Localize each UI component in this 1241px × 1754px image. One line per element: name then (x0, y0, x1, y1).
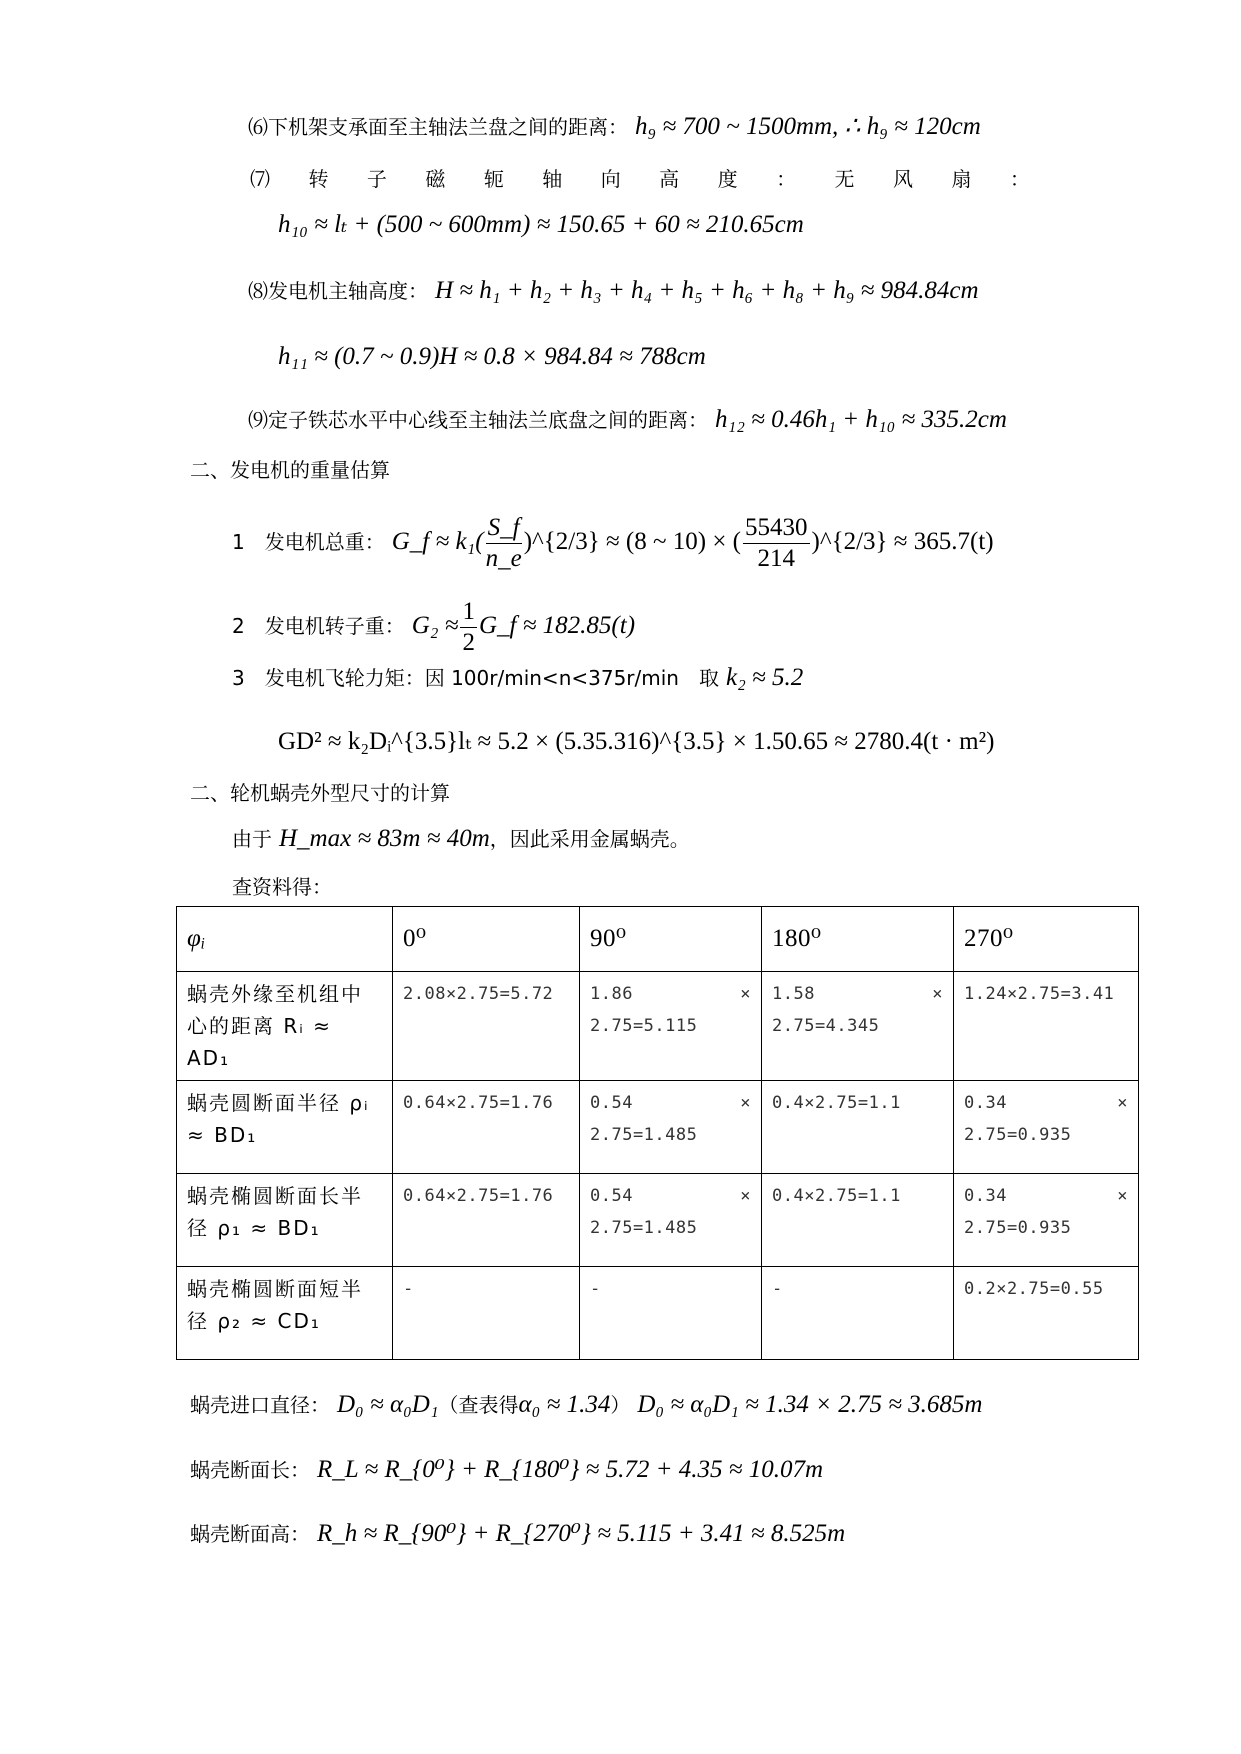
weight-total-formula-b: )^{2/3} ≈ (8 ~ 10) × ( (523, 528, 742, 555)
table-corner-header: φᵢ (177, 907, 393, 972)
section-heading-weight: 二、发电机的重量估算 (190, 458, 390, 482)
table-cell-line (590, 1087, 751, 1119)
table-cell-value: - (772, 1279, 783, 1299)
item-7-label-char: 磁 (425, 167, 446, 191)
table-cell (393, 972, 580, 1081)
inlet-diameter-formula: D₀ ≈ α₀D₁ (337, 1391, 439, 1418)
weight-total-fraction-b (743, 513, 810, 574)
flywheel-moment (232, 663, 803, 694)
table-row-label: 蜗壳椭圆断面长半径 ρ₁ ≈ BD₁ (177, 1174, 393, 1267)
item-6-formula: h₉ ≈ 700 ~ 1500mm, ∴ h₉ ≈ 120cm (635, 113, 981, 140)
item-7-label-char: 度 (717, 167, 738, 191)
table-cell (580, 1267, 762, 1360)
item-9-label: ⑼定子铁芯水平中心线至主轴法兰底盘之间的距离： (248, 408, 708, 432)
inlet-diameter-note: （查表得 (438, 1393, 519, 1417)
inlet-diameter-label: 蜗壳进口直径： (190, 1393, 330, 1417)
table-cell-value-cont: 2.75=1.485 (590, 1218, 698, 1238)
section-height (190, 1519, 845, 1550)
table-cell-times: × (740, 1093, 751, 1113)
item-8-formula-2: h₁₁ ≈ (0.7 ~ 0.9)H ≈ 0.8 × 984.84 ≈ 788cm (278, 343, 706, 370)
table-cell-times: × (1117, 1186, 1128, 1206)
table-cell-value: 0.4×2.75=1.1 (772, 1186, 901, 1206)
table-column-header: 0⁰ (393, 907, 580, 972)
fraction-denominator: 214 (757, 544, 796, 572)
table-cell (762, 1174, 954, 1267)
volute-intro-prefix: 由于 (232, 827, 272, 851)
table-column-header: 270⁰ (954, 907, 1139, 972)
item-6 (248, 112, 981, 143)
fraction-denominator: n_e (485, 544, 522, 572)
weight-total (232, 512, 994, 574)
lookup-note: 查资料得： (232, 875, 332, 899)
weight-rotor-label: 2 发电机转子重： (232, 614, 405, 638)
table-cell (580, 1174, 762, 1267)
item-7-label-char: 风 (892, 167, 913, 191)
weight-rotor (232, 596, 635, 658)
table-cell-value-cont: 2.75=0.935 (964, 1218, 1072, 1238)
table-row-label: 蜗壳圆断面半径 ρᵢ ≈ BD₁ (177, 1081, 393, 1174)
table-column-header: 90⁰ (580, 907, 762, 972)
weight-total-fraction-a (486, 513, 522, 574)
item-7-formula: h₁₀ ≈ lₜ + (500 ~ 600mm) ≈ 150.65 + 60 ≈ 210.65cm (278, 211, 804, 238)
table-cell (954, 1267, 1139, 1360)
table-cell (954, 1174, 1139, 1267)
item-7-label-char: ： (1009, 167, 1030, 191)
table-cell-value: - (403, 1279, 414, 1299)
table-cell-value: 0.54 (590, 1093, 633, 1113)
table-cell (393, 1081, 580, 1174)
weight-rotor-formula-a: G₂ ≈ (411, 612, 459, 639)
weight-total-formula-a: G_f ≈ k₁( (391, 528, 484, 555)
section-height-label: 蜗壳断面高： (190, 1522, 310, 1546)
item-8-formula: H ≈ h₁ + h₂ + h₃ + h₄ + h₅ + h₆ + h₈ + h₉ ≈ 984.84cm (435, 277, 979, 304)
volute-intro (232, 824, 690, 855)
inlet-alpha-value: α₀ ≈ 1.34 (518, 1391, 611, 1418)
table-row-label: 蜗壳外缘至机组中心的距离 Rᵢ ≈ AD₁ (177, 972, 393, 1081)
table-cell-times: × (932, 984, 943, 1004)
table-header-row (177, 907, 1139, 972)
table-cell-times: × (740, 1186, 751, 1206)
table-row (177, 972, 1139, 1081)
weight-total-label: 1 发电机总重： (232, 530, 385, 554)
item-7-label-char: ： (776, 167, 797, 191)
flywheel-moment-label: 3 发电机飞轮力矩：因 100r/min<n<375r/min 取 (232, 666, 719, 690)
weight-total-formula-c: )^{2/3} ≈ 365.7(t) (811, 528, 994, 555)
fraction-numerator: S_f (486, 513, 522, 544)
fraction-numerator: 55430 (743, 513, 810, 544)
flywheel-k2: k₂ ≈ 5.2 (725, 664, 804, 691)
item-7-label-char: 子 (366, 167, 387, 191)
table-cell (762, 972, 954, 1081)
table-cell-value: 0.54 (590, 1186, 633, 1206)
table-cell-value: 0.4×2.75=1.1 (772, 1093, 901, 1113)
fraction-denominator: 2 (462, 628, 475, 656)
item-8 (248, 276, 979, 307)
item-7-label-char: 轴 (542, 167, 563, 191)
item-7-label (250, 164, 1030, 194)
section-height-formula: R_h ≈ R_{90⁰} + R_{270⁰} ≈ 5.115 + 3.41 ≈ 8.525m (317, 1520, 846, 1547)
table-cell (580, 972, 762, 1081)
table-cell (762, 1267, 954, 1360)
table-cell-value: 0.64×2.75=1.76 (403, 1186, 554, 1206)
item-7-label-char: 无 (834, 167, 855, 191)
table-row (177, 1267, 1139, 1360)
table-cell-line (772, 978, 943, 1010)
table-cell-line (590, 1180, 751, 1212)
item-7-label-chars (250, 164, 1030, 194)
table-cell-value: 1.86 (590, 984, 633, 1004)
section-heading-volute: 二、轮机蜗壳外型尺寸的计算 (190, 781, 450, 805)
weight-rotor-formula-b: G_f ≈ 182.85(t) (478, 612, 636, 639)
table-row-label: 蜗壳椭圆断面短半径 ρ₂ ≈ CD₁ (177, 1267, 393, 1360)
table-cell (393, 1267, 580, 1360)
table-cell-value-cont: 2.75=4.345 (772, 1016, 880, 1036)
inlet-diameter (190, 1390, 982, 1421)
item-7-label-char: ⑺ (250, 167, 270, 191)
table-cell (580, 1081, 762, 1174)
item-7-label-char: 扇 (951, 167, 972, 191)
table-cell-value-cont: 2.75=5.115 (590, 1016, 698, 1036)
gd-formula: GD² ≈ k₂Dᵢ^{3.5}lₜ ≈ 5.2 × (5.35.316)^{3.5} × 1.50.65 ≈ 2780.4(t · m²) (278, 728, 995, 755)
table-cell (954, 1081, 1139, 1174)
table-column-header: 180⁰ (762, 907, 954, 972)
table-cell-value-cont: 2.75=1.485 (590, 1125, 698, 1145)
item-7-label-char: 转 (308, 167, 329, 191)
table-cell-value: 1.58 (772, 984, 815, 1004)
table-cell-line (964, 1180, 1128, 1212)
volute-intro-suffix: ，因此采用金属蜗壳。 (489, 827, 690, 851)
table-cell-times: × (740, 984, 751, 1004)
table-cell-value: 2.08×2.75=5.72 (403, 984, 554, 1004)
table-cell (393, 1174, 580, 1267)
table-cell-line (964, 1087, 1128, 1119)
item-6-label: ⑹下机架支承面至主轴法兰盘之间的距离： (248, 115, 628, 139)
table-cell-line (590, 978, 751, 1010)
section-length-label: 蜗壳断面长： (190, 1458, 310, 1482)
section-length (190, 1455, 823, 1486)
table-cell (954, 972, 1139, 1081)
inlet-diameter-result: D₀ ≈ α₀D₁ ≈ 1.34 × 2.75 ≈ 3.685m (637, 1391, 983, 1418)
section-length-formula: R_L ≈ R_{0⁰} + R_{180⁰} ≈ 5.72 + 4.35 ≈ 10.07m (317, 1456, 824, 1483)
table-cell-value: 0.2×2.75=0.55 (964, 1279, 1104, 1299)
table-cell-value: 0.34 (964, 1186, 1007, 1206)
table-cell-value-cont: 2.75=0.935 (964, 1125, 1072, 1145)
volute-dimension-table (176, 906, 1139, 1360)
item-8-label: ⑻发电机主轴高度： (248, 279, 428, 303)
fraction-numerator: 1 (460, 597, 477, 628)
item-7-label-char: 轭 (483, 167, 504, 191)
table-cell-value: 1.24×2.75=3.41 (964, 984, 1115, 1004)
table-cell-value: 0.34 (964, 1093, 1007, 1113)
volute-intro-formula: H_max ≈ 83m ≈ 40m (279, 825, 490, 852)
table-row (177, 1174, 1139, 1267)
item-7-label-char: 高 (659, 167, 680, 191)
inlet-diameter-note-end: ） (610, 1393, 631, 1417)
table-cell-times: × (1117, 1093, 1128, 1113)
table-row (177, 1081, 1139, 1174)
item-9 (248, 405, 1007, 436)
table-cell (762, 1081, 954, 1174)
weight-rotor-fraction (460, 597, 477, 658)
table-cell-value: 0.64×2.75=1.76 (403, 1093, 554, 1113)
item-7-label-char: 向 (600, 167, 621, 191)
item-9-formula: h₁₂ ≈ 0.46h₁ + h₁₀ ≈ 335.2cm (715, 406, 1007, 433)
table-cell-value: - (590, 1279, 601, 1299)
